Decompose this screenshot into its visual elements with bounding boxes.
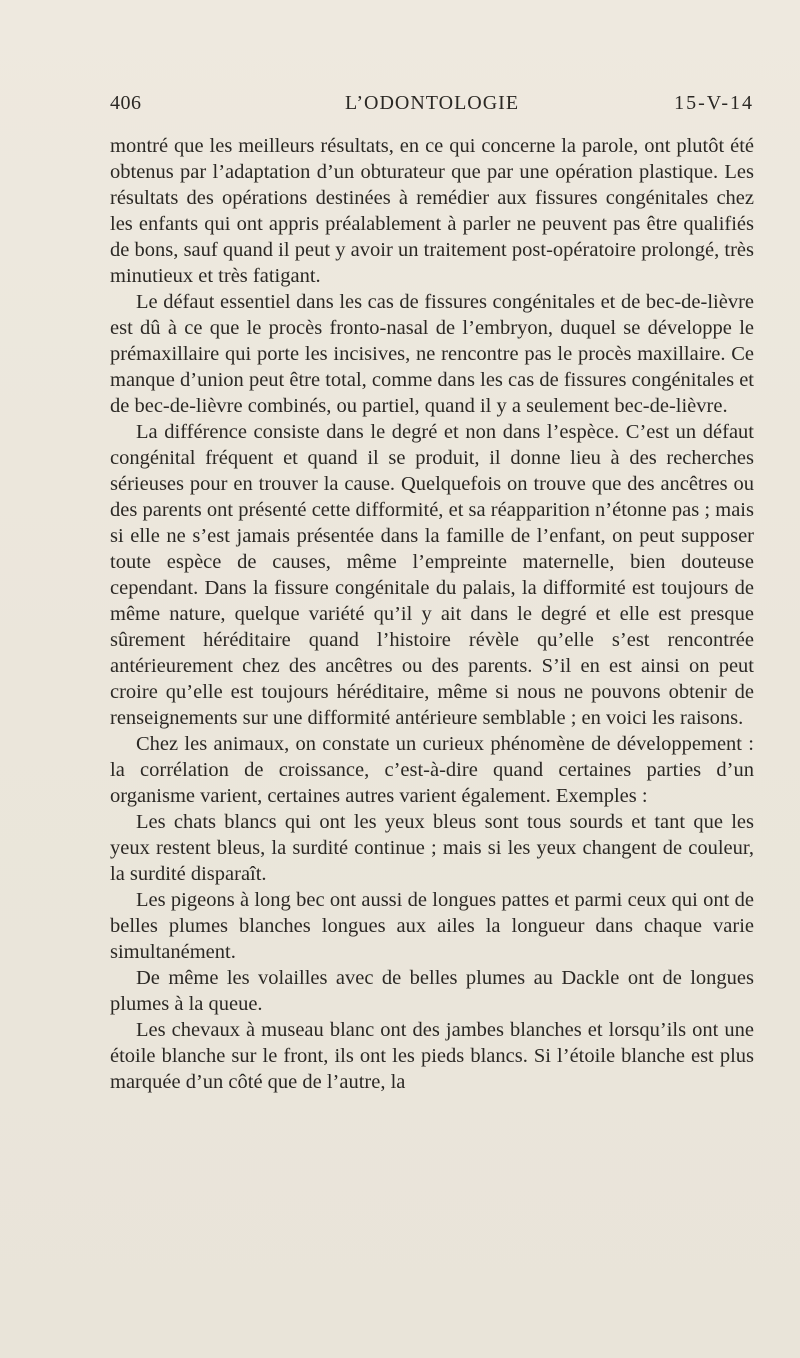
issue-date: 15-V-14 bbox=[674, 92, 754, 114]
paragraph: De même les volailles avec de belles plumes au Dackle ont de longues plumes à la queue. bbox=[110, 967, 754, 1015]
paragraph: montré que les meilleurs résultats, en ce qui concerne la parole, ont plutôt été obtenus par l’adaptation d’un obturateur que par une opération plastique. Les résultats des opérations destinées à remédier aux fissures congénitales chez les enfants qui ont appris préalablement à parler ne peuvent pas être qualifiés de bons, sauf quand il peut y avoir un traitement post-opératoire prolongé, très minutieux et très fatigant. bbox=[110, 135, 754, 287]
paragraph: Chez les animaux, on constate un curieux phénomène de développement : la corrélation de croissance, c’est-à-dire quand certaines parties d’un organisme varient, certaines autres varient également. Exemples : bbox=[110, 733, 754, 807]
paragraph: Le défaut essentiel dans les cas de fissures congénitales et de bec-de-lièvre est dû à ce que le procès fronto-nasal de l’embryon, duquel se développe le prémaxillaire qui porte les incisives, ne rencontre pas le procès maxillaire. Ce manque d’union peut être total, comme dans les cas de fissures congénitales et de bec-de-lièvre combinés, ou partiel, quand il y a seulement bec-de-lièvre. bbox=[110, 291, 754, 417]
paragraph: Les chevaux à museau blanc ont des jambes blanches et lorsqu’ils ont une étoile blanche sur le front, ils ont les pieds blancs. Si l’étoile blanche est plus marquée d’un côté que de l’autre, la bbox=[110, 1019, 754, 1093]
body-text bbox=[110, 133, 754, 1095]
paragraph: Les pigeons à long bec ont aussi de longues pattes et parmi ceux qui ont de belles plumes blanches longues aux ailes la longueur dans chaque varie simultanément. bbox=[110, 889, 754, 963]
running-head bbox=[110, 92, 754, 122]
page-number: 406 bbox=[110, 92, 142, 114]
paragraph: Les chats blancs qui ont les yeux bleus sont tous sourds et tant que les yeux restent bleus, la surdité continue ; mais si les yeux changent de couleur, la surdité disparaît. bbox=[110, 811, 754, 885]
paragraph: La différence consiste dans le degré et non dans l’espèce. C’est un défaut congénital fréquent et quand il se produit, il donne lieu à des recherches sérieuses pour en trouver la cause. Quelquefois on trouve que des ancêtres ou des parents ont présenté cette difformité, et sa réapparition n’étonne pas ; mais si elle ne s’est jamais présentée dans la famille de l’enfant, on peut supposer toute espèce de causes, même l’empreinte maternelle, bien douteuse cependant. Dans la fissure congénitale du palais, la difformité est toujours de même nature, quelque variété qu’il y ait dans le degré et elle est presque sûrement héréditaire quand l’histoire révèle qu’elle s’est rencontrée antérieurement chez des ancêtres ou des parents. S’il en est ainsi on peut croire qu’elle est toujours héréditaire, même si nous ne pouvons obtenir de renseignements sur une difformité antérieure semblable ; en voici les raisons. bbox=[110, 421, 754, 729]
journal-title: L’ODONTOLOGIE bbox=[344, 92, 520, 114]
